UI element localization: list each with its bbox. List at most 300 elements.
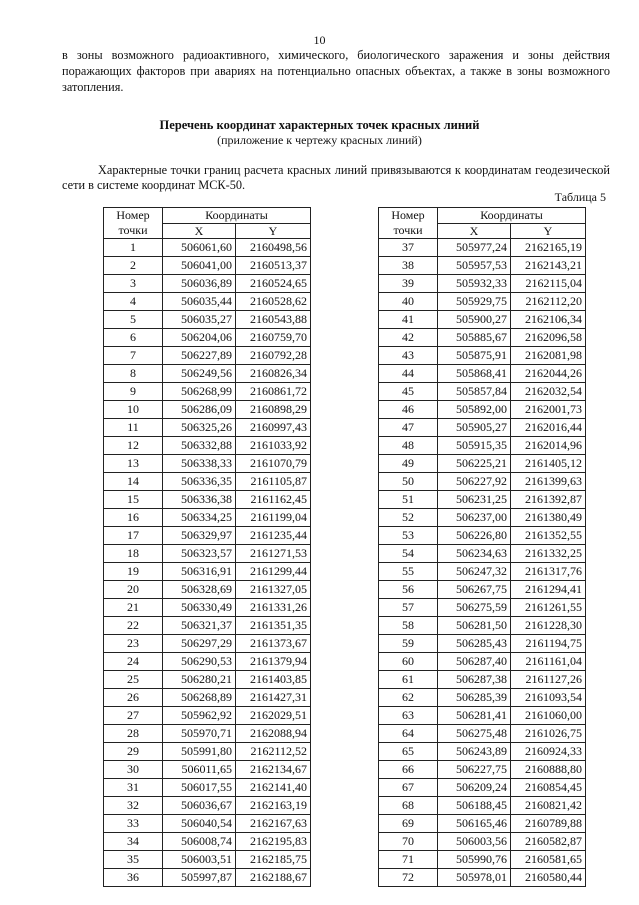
header-coordinates: Координаты bbox=[163, 208, 311, 224]
coord-x: 506287,40 bbox=[438, 653, 511, 671]
coord-y: 2162112,20 bbox=[511, 293, 586, 311]
table-row bbox=[104, 257, 311, 275]
point-number: 61 bbox=[379, 671, 438, 689]
coord-x: 506281,50 bbox=[438, 617, 511, 635]
coord-x: 506040,54 bbox=[163, 815, 236, 833]
coord-y: 2161060,00 bbox=[511, 707, 586, 725]
coord-x: 506165,46 bbox=[438, 815, 511, 833]
coord-y: 2161399,63 bbox=[511, 473, 586, 491]
coord-y: 2162163,19 bbox=[236, 797, 311, 815]
coord-x: 506285,39 bbox=[438, 689, 511, 707]
point-number: 30 bbox=[104, 761, 163, 779]
table-row bbox=[104, 401, 311, 419]
point-number: 3 bbox=[104, 275, 163, 293]
table-row bbox=[104, 437, 311, 455]
coord-y: 2162141,40 bbox=[236, 779, 311, 797]
coord-y: 2162185,75 bbox=[236, 851, 311, 869]
coord-x: 506003,51 bbox=[163, 851, 236, 869]
coord-y: 2161070,79 bbox=[236, 455, 311, 473]
point-number: 25 bbox=[104, 671, 163, 689]
table-row bbox=[379, 545, 586, 563]
table-row bbox=[379, 635, 586, 653]
point-number: 5 bbox=[104, 311, 163, 329]
table-row bbox=[379, 689, 586, 707]
coord-x: 505857,84 bbox=[438, 383, 511, 401]
coord-y: 2162016,44 bbox=[511, 419, 586, 437]
coord-x: 505957,53 bbox=[438, 257, 511, 275]
coord-x: 506247,32 bbox=[438, 563, 511, 581]
table-row bbox=[104, 329, 311, 347]
point-number: 11 bbox=[104, 419, 163, 437]
coord-y: 2160513,37 bbox=[236, 257, 311, 275]
coord-y: 2162081,98 bbox=[511, 347, 586, 365]
point-number: 22 bbox=[104, 617, 163, 635]
table-row bbox=[104, 365, 311, 383]
table-row bbox=[379, 491, 586, 509]
coord-x: 506011,65 bbox=[163, 761, 236, 779]
point-number: 64 bbox=[379, 725, 438, 743]
coord-x: 506268,89 bbox=[163, 689, 236, 707]
table-row bbox=[104, 869, 311, 887]
point-number: 65 bbox=[379, 743, 438, 761]
coord-y: 2161294,41 bbox=[511, 581, 586, 599]
coord-x: 506321,37 bbox=[163, 617, 236, 635]
table-row bbox=[104, 689, 311, 707]
table-row bbox=[379, 671, 586, 689]
coord-y: 2160580,44 bbox=[511, 869, 586, 887]
point-number: 56 bbox=[379, 581, 438, 599]
point-number: 53 bbox=[379, 527, 438, 545]
coord-x: 506286,09 bbox=[163, 401, 236, 419]
coord-x: 506336,35 bbox=[163, 473, 236, 491]
table-row bbox=[379, 509, 586, 527]
coord-x: 505990,76 bbox=[438, 851, 511, 869]
table-row bbox=[379, 761, 586, 779]
point-number: 48 bbox=[379, 437, 438, 455]
table-row bbox=[379, 617, 586, 635]
coord-y: 2161033,92 bbox=[236, 437, 311, 455]
coord-x: 505932,33 bbox=[438, 275, 511, 293]
coord-y: 2161351,35 bbox=[236, 617, 311, 635]
coord-y: 2162143,21 bbox=[511, 257, 586, 275]
header-x: X bbox=[438, 223, 511, 239]
coord-x: 506227,75 bbox=[438, 761, 511, 779]
table-row bbox=[379, 401, 586, 419]
header-num-line1: Номер bbox=[116, 208, 150, 222]
coord-y: 2160861,72 bbox=[236, 383, 311, 401]
coord-y: 2161161,04 bbox=[511, 653, 586, 671]
table-row bbox=[104, 779, 311, 797]
coord-y: 2162165,19 bbox=[511, 239, 586, 257]
coord-x: 506275,48 bbox=[438, 725, 511, 743]
coord-x: 506226,80 bbox=[438, 527, 511, 545]
coord-x: 506227,92 bbox=[438, 473, 511, 491]
coord-y: 2160898,29 bbox=[236, 401, 311, 419]
coord-y: 2161405,12 bbox=[511, 455, 586, 473]
table-row bbox=[379, 797, 586, 815]
table-row bbox=[104, 347, 311, 365]
table-row bbox=[104, 383, 311, 401]
coord-x: 506329,97 bbox=[163, 527, 236, 545]
point-number: 26 bbox=[104, 689, 163, 707]
coord-x: 505977,24 bbox=[438, 239, 511, 257]
table-row bbox=[104, 455, 311, 473]
point-number: 58 bbox=[379, 617, 438, 635]
header-point-number bbox=[379, 208, 438, 239]
table-row bbox=[104, 473, 311, 491]
coord-y: 2162195,83 bbox=[236, 833, 311, 851]
section-title: Перечень координат характерных точек красных линий bbox=[159, 118, 480, 132]
coord-x: 506330,49 bbox=[163, 599, 236, 617]
coord-x: 506008,74 bbox=[163, 833, 236, 851]
coord-x: 505978,01 bbox=[438, 869, 511, 887]
point-number: 34 bbox=[104, 833, 163, 851]
table-row bbox=[104, 275, 311, 293]
point-number: 4 bbox=[104, 293, 163, 311]
header-num-line2: точки bbox=[118, 223, 148, 237]
coord-x: 505875,91 bbox=[438, 347, 511, 365]
header-num-line2: точки bbox=[393, 223, 423, 237]
table-row bbox=[104, 761, 311, 779]
table-row bbox=[104, 599, 311, 617]
table-row bbox=[104, 527, 311, 545]
coord-y: 2161331,26 bbox=[236, 599, 311, 617]
coord-x: 506036,89 bbox=[163, 275, 236, 293]
table-row bbox=[104, 293, 311, 311]
coord-x: 506280,21 bbox=[163, 671, 236, 689]
coord-x: 506268,99 bbox=[163, 383, 236, 401]
header-y: Y bbox=[236, 223, 311, 239]
coord-y: 2162032,54 bbox=[511, 383, 586, 401]
table-row bbox=[104, 833, 311, 851]
table-row bbox=[379, 815, 586, 833]
coord-x: 505962,92 bbox=[163, 707, 236, 725]
table-row bbox=[379, 779, 586, 797]
table-row bbox=[379, 581, 586, 599]
coord-x: 506285,43 bbox=[438, 635, 511, 653]
coord-x: 506017,55 bbox=[163, 779, 236, 797]
coord-x: 506249,56 bbox=[163, 365, 236, 383]
table-row bbox=[379, 419, 586, 437]
coord-y: 2160997,43 bbox=[236, 419, 311, 437]
coord-y: 2161194,75 bbox=[511, 635, 586, 653]
table-row bbox=[379, 599, 586, 617]
table-row bbox=[379, 437, 586, 455]
coord-x: 506338,33 bbox=[163, 455, 236, 473]
coord-x: 505892,00 bbox=[438, 401, 511, 419]
coord-x: 506275,59 bbox=[438, 599, 511, 617]
table-row bbox=[104, 797, 311, 815]
table-row bbox=[379, 257, 586, 275]
header-point-number bbox=[104, 208, 163, 239]
point-number: 67 bbox=[379, 779, 438, 797]
point-number: 16 bbox=[104, 509, 163, 527]
point-number: 45 bbox=[379, 383, 438, 401]
table-row bbox=[379, 725, 586, 743]
header-x: X bbox=[163, 223, 236, 239]
coord-x: 506227,89 bbox=[163, 347, 236, 365]
point-number: 32 bbox=[104, 797, 163, 815]
table-row bbox=[104, 635, 311, 653]
table-row bbox=[379, 455, 586, 473]
point-number: 41 bbox=[379, 311, 438, 329]
point-number: 69 bbox=[379, 815, 438, 833]
point-number: 44 bbox=[379, 365, 438, 383]
table-row bbox=[379, 869, 586, 887]
table-row bbox=[104, 563, 311, 581]
point-number: 55 bbox=[379, 563, 438, 581]
coord-y: 2160924,33 bbox=[511, 743, 586, 761]
point-number: 8 bbox=[104, 365, 163, 383]
table-row bbox=[379, 383, 586, 401]
coord-y: 2162115,04 bbox=[511, 275, 586, 293]
point-number: 38 bbox=[379, 257, 438, 275]
table-row bbox=[104, 707, 311, 725]
coord-x: 505900,27 bbox=[438, 311, 511, 329]
header-y: Y bbox=[511, 223, 586, 239]
table-row bbox=[379, 275, 586, 293]
coord-y: 2161403,85 bbox=[236, 671, 311, 689]
coord-x: 506267,75 bbox=[438, 581, 511, 599]
point-number: 70 bbox=[379, 833, 438, 851]
coord-y: 2162188,67 bbox=[236, 869, 311, 887]
coordinates-table-right bbox=[378, 207, 586, 887]
point-number: 28 bbox=[104, 725, 163, 743]
table-row bbox=[379, 653, 586, 671]
coord-y: 2160498,56 bbox=[236, 239, 311, 257]
point-number: 47 bbox=[379, 419, 438, 437]
point-number: 19 bbox=[104, 563, 163, 581]
coord-x: 506332,88 bbox=[163, 437, 236, 455]
coord-y: 2161332,25 bbox=[511, 545, 586, 563]
point-number: 1 bbox=[104, 239, 163, 257]
point-number: 46 bbox=[379, 401, 438, 419]
point-number: 9 bbox=[104, 383, 163, 401]
coord-y: 2162096,58 bbox=[511, 329, 586, 347]
point-number: 42 bbox=[379, 329, 438, 347]
coord-x: 506297,29 bbox=[163, 635, 236, 653]
point-number: 43 bbox=[379, 347, 438, 365]
coord-x: 506041,00 bbox=[163, 257, 236, 275]
coord-x: 506316,91 bbox=[163, 563, 236, 581]
point-number: 40 bbox=[379, 293, 438, 311]
point-number: 13 bbox=[104, 455, 163, 473]
coord-x: 506287,38 bbox=[438, 671, 511, 689]
point-number: 17 bbox=[104, 527, 163, 545]
coord-x: 505868,41 bbox=[438, 365, 511, 383]
coord-y: 2161162,45 bbox=[236, 491, 311, 509]
point-number: 63 bbox=[379, 707, 438, 725]
coord-x: 505929,75 bbox=[438, 293, 511, 311]
table-row bbox=[104, 851, 311, 869]
point-number: 57 bbox=[379, 599, 438, 617]
coord-x: 506188,45 bbox=[438, 797, 511, 815]
coord-x: 506231,25 bbox=[438, 491, 511, 509]
coord-y: 2161228,30 bbox=[511, 617, 586, 635]
coord-y: 2162134,67 bbox=[236, 761, 311, 779]
point-number: 29 bbox=[104, 743, 163, 761]
coord-y: 2160543,88 bbox=[236, 311, 311, 329]
point-number: 27 bbox=[104, 707, 163, 725]
coord-y: 2161261,55 bbox=[511, 599, 586, 617]
point-number: 21 bbox=[104, 599, 163, 617]
point-number: 50 bbox=[379, 473, 438, 491]
coord-y: 2160759,70 bbox=[236, 329, 311, 347]
coord-y: 2160826,34 bbox=[236, 365, 311, 383]
coord-y: 2161127,26 bbox=[511, 671, 586, 689]
point-number: 59 bbox=[379, 635, 438, 653]
coord-y: 2160528,62 bbox=[236, 293, 311, 311]
table-row bbox=[379, 347, 586, 365]
coord-x: 506328,69 bbox=[163, 581, 236, 599]
table-row bbox=[104, 311, 311, 329]
coord-y: 2160581,65 bbox=[511, 851, 586, 869]
point-number: 37 bbox=[379, 239, 438, 257]
table-row bbox=[104, 581, 311, 599]
coord-y: 2161379,94 bbox=[236, 653, 311, 671]
point-number: 14 bbox=[104, 473, 163, 491]
table-row bbox=[379, 563, 586, 581]
coord-x: 505915,35 bbox=[438, 437, 511, 455]
table-row bbox=[104, 491, 311, 509]
coord-x: 506035,27 bbox=[163, 311, 236, 329]
coord-y: 2161235,44 bbox=[236, 527, 311, 545]
coord-x: 505991,80 bbox=[163, 743, 236, 761]
point-number: 72 bbox=[379, 869, 438, 887]
coord-y: 2161427,31 bbox=[236, 689, 311, 707]
point-number: 51 bbox=[379, 491, 438, 509]
coord-x: 506323,57 bbox=[163, 545, 236, 563]
table-row bbox=[104, 725, 311, 743]
point-number: 6 bbox=[104, 329, 163, 347]
point-number: 23 bbox=[104, 635, 163, 653]
coord-y: 2161317,76 bbox=[511, 563, 586, 581]
coord-x: 505905,27 bbox=[438, 419, 511, 437]
coord-x: 506225,21 bbox=[438, 455, 511, 473]
table-row bbox=[104, 617, 311, 635]
table-row bbox=[104, 509, 311, 527]
table-row bbox=[104, 671, 311, 689]
coord-x: 506334,25 bbox=[163, 509, 236, 527]
point-number: 49 bbox=[379, 455, 438, 473]
coord-y: 2160854,45 bbox=[511, 779, 586, 797]
coord-x: 506036,67 bbox=[163, 797, 236, 815]
coord-x: 505970,71 bbox=[163, 725, 236, 743]
table-row bbox=[379, 527, 586, 545]
table-row bbox=[379, 293, 586, 311]
coord-y: 2161271,53 bbox=[236, 545, 311, 563]
coord-y: 2162001,73 bbox=[511, 401, 586, 419]
point-number: 62 bbox=[379, 689, 438, 707]
table-row bbox=[379, 329, 586, 347]
point-number: 33 bbox=[104, 815, 163, 833]
coord-x: 506204,06 bbox=[163, 329, 236, 347]
description-paragraph: Характерные точки границ расчета красных линий привязываются к координатам геодезической сети в системе координат МСК-50. bbox=[62, 163, 610, 192]
coord-y: 2161199,04 bbox=[236, 509, 311, 527]
point-number: 71 bbox=[379, 851, 438, 869]
table-row bbox=[379, 365, 586, 383]
header-coordinates: Координаты bbox=[438, 208, 586, 224]
coord-y: 2162106,34 bbox=[511, 311, 586, 329]
coord-y: 2162088,94 bbox=[236, 725, 311, 743]
point-number: 18 bbox=[104, 545, 163, 563]
coord-x: 506336,38 bbox=[163, 491, 236, 509]
page-number: 10 bbox=[313, 33, 326, 47]
table-row bbox=[379, 473, 586, 491]
table-row bbox=[104, 815, 311, 833]
coord-y: 2160582,87 bbox=[511, 833, 586, 851]
table-row bbox=[379, 239, 586, 257]
point-number: 66 bbox=[379, 761, 438, 779]
coord-y: 2162014,96 bbox=[511, 437, 586, 455]
coord-x: 505885,67 bbox=[438, 329, 511, 347]
coord-y: 2161352,55 bbox=[511, 527, 586, 545]
point-number: 52 bbox=[379, 509, 438, 527]
point-number: 60 bbox=[379, 653, 438, 671]
point-number: 68 bbox=[379, 797, 438, 815]
coord-y: 2162112,52 bbox=[236, 743, 311, 761]
point-number: 54 bbox=[379, 545, 438, 563]
coord-y: 2161392,87 bbox=[511, 491, 586, 509]
coord-x: 506325,26 bbox=[163, 419, 236, 437]
coord-x: 506003,56 bbox=[438, 833, 511, 851]
coord-x: 506243,89 bbox=[438, 743, 511, 761]
coord-x: 506281,41 bbox=[438, 707, 511, 725]
coord-x: 506290,53 bbox=[163, 653, 236, 671]
header-num-line1: Номер bbox=[391, 208, 425, 222]
coord-y: 2161380,49 bbox=[511, 509, 586, 527]
table-row bbox=[379, 311, 586, 329]
point-number: 20 bbox=[104, 581, 163, 599]
point-number: 2 bbox=[104, 257, 163, 275]
section-subtitle: (приложение к чертежу красных линий) bbox=[217, 133, 422, 147]
coord-y: 2161105,87 bbox=[236, 473, 311, 491]
point-number: 24 bbox=[104, 653, 163, 671]
coord-x: 506234,63 bbox=[438, 545, 511, 563]
point-number: 10 bbox=[104, 401, 163, 419]
coordinates-table-left bbox=[103, 207, 311, 887]
coord-x: 506237,00 bbox=[438, 509, 511, 527]
coord-y: 2161373,67 bbox=[236, 635, 311, 653]
table-row bbox=[379, 707, 586, 725]
table-row bbox=[104, 239, 311, 257]
coord-y: 2161299,44 bbox=[236, 563, 311, 581]
coord-y: 2160821,42 bbox=[511, 797, 586, 815]
table-row bbox=[379, 743, 586, 761]
coord-y: 2160792,28 bbox=[236, 347, 311, 365]
coord-x: 506035,44 bbox=[163, 293, 236, 311]
point-number: 39 bbox=[379, 275, 438, 293]
coord-y: 2160888,80 bbox=[511, 761, 586, 779]
coord-y: 2162167,63 bbox=[236, 815, 311, 833]
table-caption: Таблица 5 bbox=[554, 190, 606, 204]
intro-text: в зоны возможного радиоактивного, химического, биологического заражения и зоны действия поражающих факторов при авариях на потенциально опасных объектах, а также в зоны возможного затопления. bbox=[62, 48, 610, 94]
point-number: 36 bbox=[104, 869, 163, 887]
table-row bbox=[104, 419, 311, 437]
coord-y: 2162029,51 bbox=[236, 707, 311, 725]
table-row bbox=[104, 653, 311, 671]
point-number: 35 bbox=[104, 851, 163, 869]
table-row bbox=[379, 851, 586, 869]
coord-y: 2161327,05 bbox=[236, 581, 311, 599]
coord-y: 2161093,54 bbox=[511, 689, 586, 707]
coord-y: 2160524,65 bbox=[236, 275, 311, 293]
coord-x: 506209,24 bbox=[438, 779, 511, 797]
coord-x: 505997,87 bbox=[163, 869, 236, 887]
coord-y: 2162044,26 bbox=[511, 365, 586, 383]
table-row bbox=[379, 833, 586, 851]
coord-y: 2161026,75 bbox=[511, 725, 586, 743]
